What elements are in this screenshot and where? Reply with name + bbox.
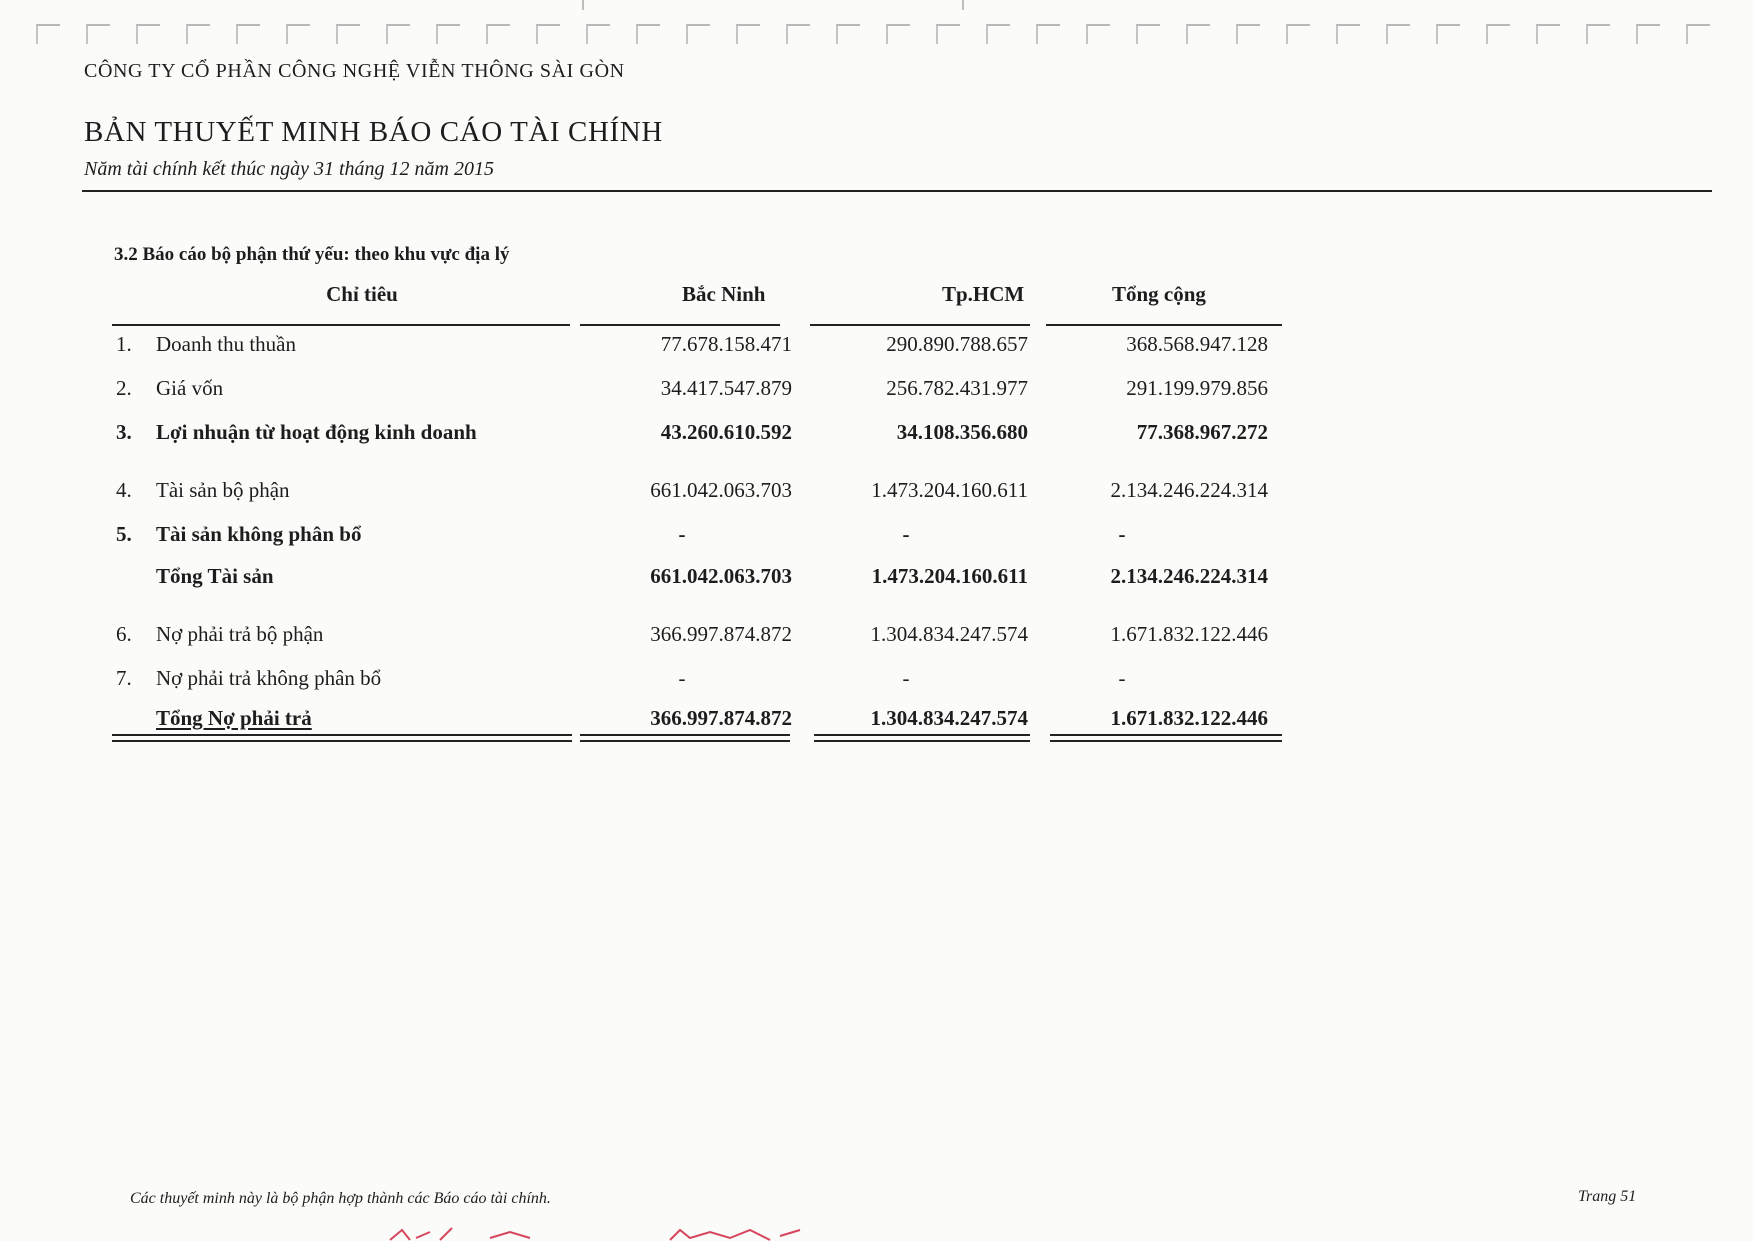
binder-hole xyxy=(736,24,760,44)
row-label: Tổng Tài sản xyxy=(156,564,274,588)
binder-hole xyxy=(1236,24,1260,44)
table-row xyxy=(112,332,1282,362)
row-label: Nợ phải trả không phân bổ xyxy=(156,666,382,690)
binder-hole xyxy=(786,24,810,44)
row-label: Giá vốn xyxy=(156,376,224,400)
value-total: 1.671.832.122.446 xyxy=(1110,706,1268,730)
total-double-rule xyxy=(1050,734,1282,742)
red-stamp-fragment xyxy=(380,1226,840,1241)
binder-hole xyxy=(886,24,910,44)
value-total: 1.671.832.122.446 xyxy=(1110,622,1268,646)
value-hcm: 1.473.204.160.611 xyxy=(871,478,1028,502)
page-number: Trang 51 xyxy=(1578,1188,1637,1205)
report-title: BẢN THUYẾT MINH BÁO CÁO TÀI CHÍNH xyxy=(84,116,663,148)
binder-hole xyxy=(486,24,510,44)
column-header-indicator: Chỉ tiêu xyxy=(326,282,398,306)
value-bac-ninh: 366.997.874.872 xyxy=(650,622,792,646)
value-bac-ninh: - xyxy=(678,666,686,690)
total-double-rule xyxy=(814,734,1030,742)
value-bac-ninh: 77.678.158.471 xyxy=(660,332,792,356)
binder-hole xyxy=(336,24,360,44)
scan-mark xyxy=(962,0,964,10)
value-hcm: 256.782.431.977 xyxy=(886,376,1028,400)
binder-hole xyxy=(536,24,560,44)
table-row xyxy=(112,420,1282,450)
value-bac-ninh: - xyxy=(678,522,686,546)
binder-hole xyxy=(286,24,310,44)
header-rule xyxy=(112,324,570,326)
row-number: 5. xyxy=(116,522,132,546)
header-rule xyxy=(810,324,1030,326)
binder-hole xyxy=(1086,24,1110,44)
footer-note: Các thuyết minh này là bộ phận hợp thành các Báo cáo tài chính. xyxy=(130,1190,551,1207)
table-row xyxy=(112,522,1282,552)
total-double-rule xyxy=(580,734,790,742)
value-hcm: - xyxy=(902,666,910,690)
value-hcm: - xyxy=(902,522,910,546)
section-title: 3.2 Báo cáo bộ phận thứ yếu: theo khu vực địa lý xyxy=(114,244,510,265)
value-bac-ninh: 661.042.063.703 xyxy=(650,478,792,502)
value-total: 77.368.967.272 xyxy=(1136,420,1268,444)
table-row xyxy=(112,706,1282,736)
row-number: 6. xyxy=(116,622,132,646)
binder-holes xyxy=(36,24,1716,48)
row-number: 3. xyxy=(116,420,132,444)
column-header-total: Tổng cộng xyxy=(1112,282,1206,306)
row-number: 1. xyxy=(116,332,132,356)
header-rule xyxy=(1046,324,1282,326)
binder-hole xyxy=(236,24,260,44)
row-label: Tài sản không phân bổ xyxy=(156,522,362,546)
value-bac-ninh: 661.042.063.703 xyxy=(650,564,792,588)
row-number: 4. xyxy=(116,478,132,502)
binder-hole xyxy=(1336,24,1360,44)
binder-hole xyxy=(1136,24,1160,44)
value-total: 291.199.979.856 xyxy=(1126,376,1268,400)
row-label: Tổng Nợ phải trả xyxy=(156,706,312,730)
row-label: Doanh thu thuần xyxy=(156,332,296,356)
binder-hole xyxy=(136,24,160,44)
row-number: 2. xyxy=(116,376,132,400)
binder-hole xyxy=(386,24,410,44)
value-hcm: 1.304.834.247.574 xyxy=(870,706,1028,730)
scan-mark xyxy=(582,0,584,10)
column-header-hcm: Tp.HCM xyxy=(942,282,1025,306)
binder-hole xyxy=(186,24,210,44)
value-bac-ninh: 34.417.547.879 xyxy=(660,376,792,400)
report-period: Năm tài chính kết thúc ngày 31 tháng 12 năm 2015 xyxy=(84,158,494,180)
binder-hole xyxy=(1286,24,1310,44)
binder-hole xyxy=(836,24,860,44)
value-total: - xyxy=(1118,522,1126,546)
row-number: 7. xyxy=(116,666,132,690)
row-label: Nợ phải trả bộ phận xyxy=(156,622,324,646)
company-name: CÔNG TY CỔ PHẦN CÔNG NGHỆ VIỄN THÔNG SÀI GÒN xyxy=(84,60,625,82)
table-row xyxy=(112,622,1282,652)
value-bac-ninh: 366.997.874.872 xyxy=(650,706,792,730)
table-row xyxy=(112,376,1282,406)
binder-hole xyxy=(86,24,110,44)
table-row xyxy=(112,666,1282,696)
value-total: 368.568.947.128 xyxy=(1126,332,1268,356)
table-row xyxy=(112,564,1282,594)
binder-hole xyxy=(936,24,960,44)
row-label: Lợi nhuận từ hoạt động kinh doanh xyxy=(156,420,477,444)
column-header-bac-ninh: Bắc Ninh xyxy=(682,282,766,306)
binder-hole xyxy=(1686,24,1710,44)
value-hcm: 1.473.204.160.611 xyxy=(871,564,1028,588)
binder-hole xyxy=(636,24,660,44)
binder-hole xyxy=(686,24,710,44)
binder-hole xyxy=(986,24,1010,44)
header-divider xyxy=(82,190,1712,192)
table-row xyxy=(112,478,1282,508)
binder-hole xyxy=(36,24,60,44)
value-hcm: 34.108.356.680 xyxy=(896,420,1028,444)
binder-hole xyxy=(1386,24,1410,44)
value-total: - xyxy=(1118,666,1126,690)
binder-hole xyxy=(1036,24,1060,44)
row-label: Tài sản bộ phận xyxy=(156,478,290,502)
value-total: 2.134.246.224.314 xyxy=(1110,478,1268,502)
binder-hole xyxy=(1486,24,1510,44)
value-total: 2.134.246.224.314 xyxy=(1110,564,1268,588)
binder-hole xyxy=(436,24,460,44)
binder-hole xyxy=(1186,24,1210,44)
binder-hole xyxy=(1436,24,1460,44)
binder-hole xyxy=(1636,24,1660,44)
value-bac-ninh: 43.260.610.592 xyxy=(660,420,792,444)
binder-hole xyxy=(586,24,610,44)
value-hcm: 290.890.788.657 xyxy=(886,332,1028,356)
binder-hole xyxy=(1586,24,1610,44)
header-rule xyxy=(580,324,780,326)
total-double-rule xyxy=(112,734,572,742)
binder-hole xyxy=(1536,24,1560,44)
value-hcm: 1.304.834.247.574 xyxy=(870,622,1028,646)
